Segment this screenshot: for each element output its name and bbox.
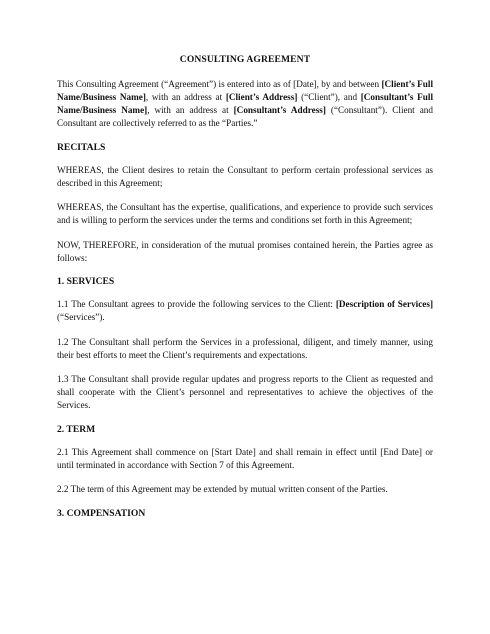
services-clause-1-1 bbox=[57, 298, 433, 324]
services-clause-1-2: 1.2 The Consultant shall perform the Services in a professional, diligent, and timely manner, using their best efforts to meet the Client’s requirements and expectations. bbox=[57, 336, 433, 360]
recital-paragraph-3: NOW, THEREFORE, in consideration of the mutual promises contained herein, the Parties agree as follows: bbox=[57, 239, 433, 263]
intro-text-3: (“Client”), and bbox=[297, 92, 361, 102]
services-description-placeholder: [Description of Services] bbox=[335, 299, 434, 309]
intro-text-2: , with an address at bbox=[145, 92, 226, 102]
recital-paragraph-1: WHEREAS, the Client desires to retain the Consultant to perform certain professional services as described in this Agreement; bbox=[57, 164, 433, 188]
consultant-name-placeholder: [Consultant’s Full Name/Business Name] bbox=[57, 92, 433, 115]
recital-paragraph-2: WHEREAS, the Consultant has the expertise, qualifications, and experience to provide such services and is willing to perform the services under the terms and conditions set forth in this Agreement; bbox=[57, 202, 433, 225]
consultant-address-placeholder: [Consultant’s Address] bbox=[233, 105, 326, 115]
client-address-placeholder: [Client’s Address] bbox=[225, 92, 298, 102]
client-name-placeholder: [Client’s Full Name/Business Name] bbox=[57, 79, 434, 102]
compensation-heading: 3. COMPENSATION bbox=[57, 507, 146, 519]
services-clause-1-1-tail: (“Services”). bbox=[57, 312, 105, 322]
services-heading: 1. SERVICES bbox=[57, 276, 115, 287]
term-heading: 2. TERM bbox=[57, 423, 96, 435]
document-title: CONSULTING AGREEMENT bbox=[179, 54, 311, 65]
intro-text-5: (“Consultant”). Client and Consultant are collectively referred to as the “Parties.” bbox=[57, 105, 433, 128]
services-clause-1-3: 1.3 The Consultant shall provide regular updates and progress reports to the Client as requested and shall cooperate with the Client’s personnel and representatives to achieve the objectives of the Services. bbox=[57, 374, 433, 410]
services-clause-1-1-text: 1.1 The Consultant agrees to provide the following services to the Client: bbox=[57, 299, 336, 309]
term-clause-2-2: 2.2 The term of this Agreement may be extended by mutual written consent of the Parties. bbox=[57, 484, 388, 494]
intro-text-1: This Consulting Agreement (“Agreement”) is entered into as of [Date], by and between bbox=[57, 79, 382, 89]
intro-paragraph bbox=[57, 78, 433, 130]
recitals-heading: RECITALS bbox=[57, 141, 106, 153]
intro-text-4: , with an address at bbox=[147, 105, 234, 115]
term-clause-2-1: 2.1 This Agreement shall commence on [Start Date] and shall remain in effect until [End Date] or until terminated in accordance with Section 7 of this Agreement. bbox=[57, 446, 433, 470]
